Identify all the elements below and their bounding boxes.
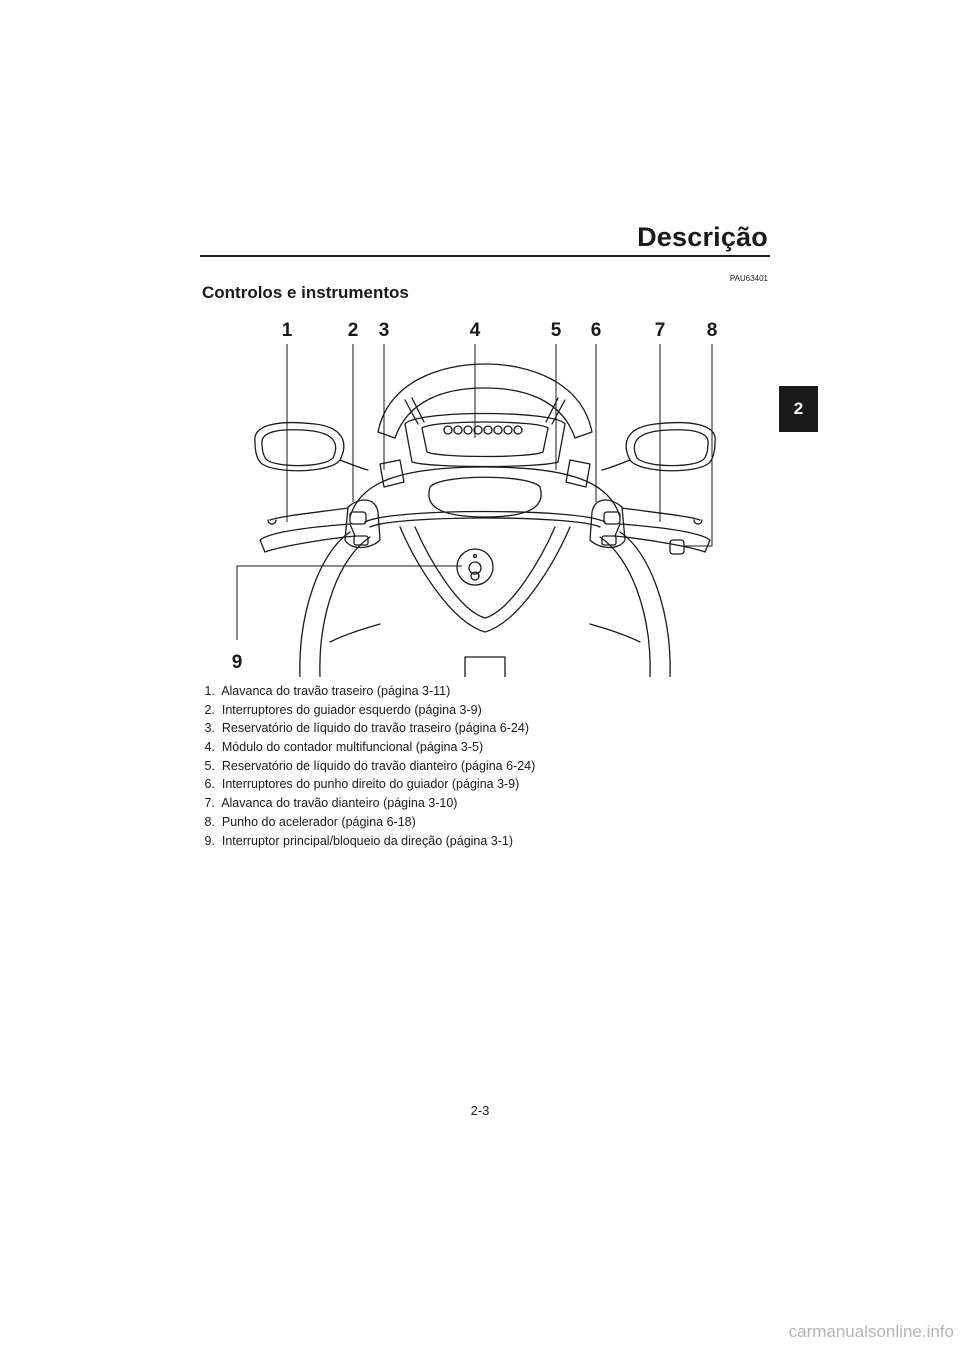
figure-legend [201,682,535,850]
page-number: 2-3 [470,1103,490,1118]
legend-item-5: 5. Reservatório de líquido do travão dianteiro (página 6-24) [204,758,536,773]
front-cowl [350,467,620,517]
chapter-tab[interactable]: 2 [779,386,818,432]
left-handlebar [260,500,380,552]
page-title: Descrição [637,222,768,252]
legend-item-2: 2. Interruptores do guiador esquerdo (página 3-9) [204,702,482,717]
front-brake-reservoir [566,460,590,487]
mirror-stalk-left [405,398,424,424]
legend-item-7: 7. Alavanca do travão dianteiro (página 3-10) [204,796,458,811]
callout-1: 1 [281,320,293,341]
doc-code: PAU63401 [729,274,768,283]
leg-shield [300,532,670,677]
leader-line-8 [680,344,712,546]
legend-item-6: 6. Interruptores do punho direito do guiador (página 3-9) [204,777,520,792]
callout-7: 7 [654,320,666,341]
callout-6: 6 [590,320,602,341]
throttle-grip-end [670,540,684,554]
left-mirror [255,423,368,471]
title-rule [200,255,770,257]
front-brake-lever [622,508,702,524]
legend-item-3: 3. Reservatório de líquido do travão traseiro (página 6-24) [204,721,529,736]
rear-brake-lever [268,508,348,524]
callout-8: 8 [706,320,718,341]
legend-item-8: 8. Punho do acelerador (página 6-18) [204,814,416,829]
leader-line-9 [237,566,462,640]
callout-4: 4 [469,320,481,341]
scooter-handlebar-illustration [200,312,770,677]
watermark: carmanualsonline.info [788,1322,954,1341]
callout-2: 2 [347,320,359,341]
legend-item-1: 1. Alavanca do travão traseiro (página 3-11) [204,684,451,698]
callout-5: 5 [550,320,562,341]
main-switch [457,549,493,585]
legend-item-4: 4. Módulo do contador multifuncional (página 3-5) [204,740,484,755]
callout-9: 9 [231,652,243,673]
callout-3: 3 [378,320,390,341]
right-mirror [602,423,715,471]
section-heading: Controlos e instrumentos [202,283,409,302]
legend-item-9: 9. Interruptor principal/bloqueio da direção (página 3-1) [204,833,514,848]
indicator-lights [444,426,522,434]
right-handlebar [590,500,710,552]
